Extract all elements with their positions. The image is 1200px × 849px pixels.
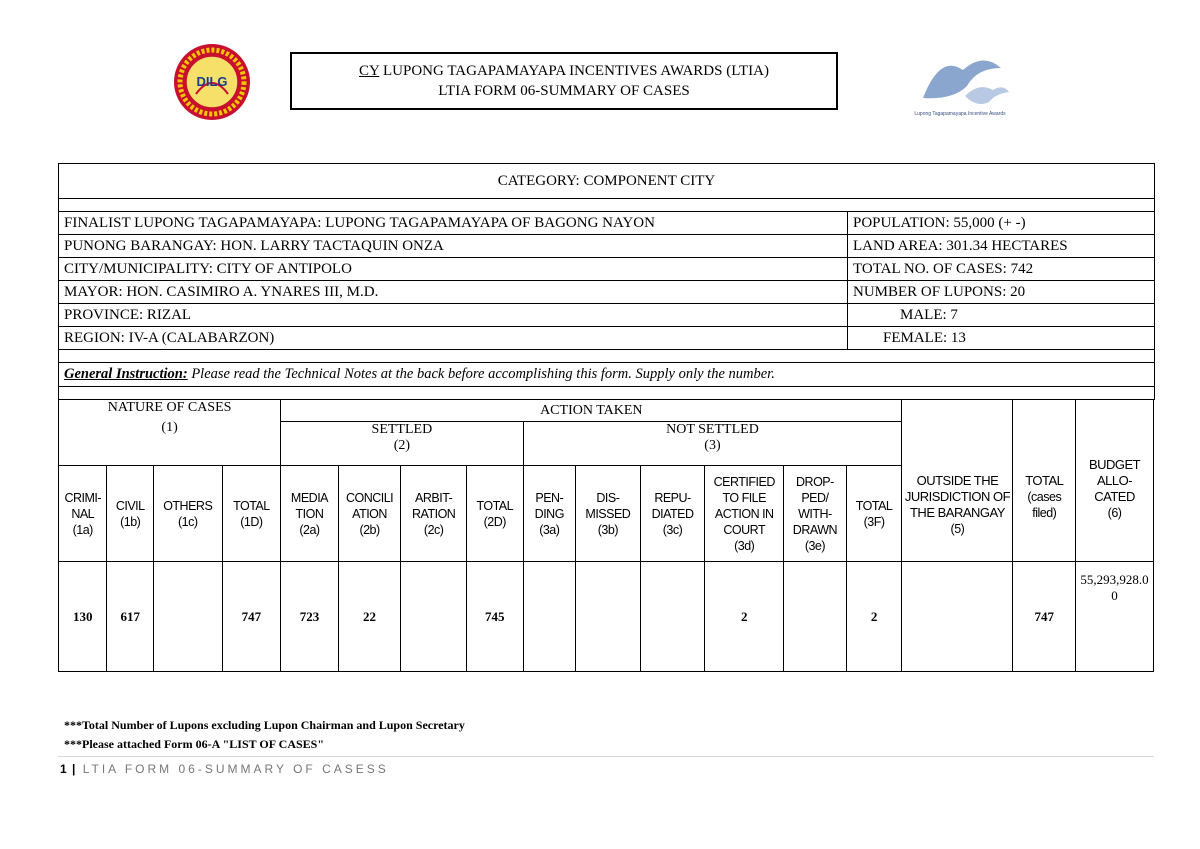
column-header-arbitration: ARBIT-RATION (2c) [401, 466, 467, 562]
value-outside-jurisdiction [902, 562, 1013, 672]
page-number: 1 | [60, 762, 77, 776]
column-header-criminal: CRIMI-NAL (1a) [59, 466, 107, 562]
ltia-logo [905, 48, 1015, 120]
footer-divider [58, 756, 1154, 757]
column-header-total-1d: TOTAL (1D) [222, 466, 281, 562]
total-cases-filed-header: TOTAL (cases filed) [1013, 400, 1076, 562]
nature-of-cases-header: NATURE OF CASES (1) [59, 400, 281, 466]
page-footer [60, 762, 389, 776]
value-conciliation: 22 [338, 562, 401, 672]
value-mediation: 723 [281, 562, 339, 672]
column-header-pending: PEN-DING (3a) [523, 466, 576, 562]
value-pending [523, 562, 576, 672]
city-field: CITY/MUNICIPALITY: CITY OF ANTIPOLO [59, 258, 848, 281]
column-header-dismissed: DIS-MISSED (3b) [576, 466, 641, 562]
column-header-total-2d: TOTAL (2D) [467, 466, 524, 562]
settled-header: SETTLED (2) [281, 422, 523, 466]
province-field: PROVINCE: RIZAL [59, 304, 848, 327]
column-header-mediation: MEDIA TION (2a) [281, 466, 339, 562]
blank-row [59, 350, 1155, 363]
column-header-total-3f: TOTAL (3F) [846, 466, 902, 562]
mayor-field: MAYOR: HON. CASIMIRO A. YNARES III, M.D. [59, 281, 848, 304]
footnote-attachment: ***Please attached Form 06-A "LIST OF CASES" [64, 737, 324, 751]
dilg-logo [172, 42, 252, 122]
blank-row [59, 387, 1155, 400]
punong-barangay-field: PUNONG BARANGAY: HON. LARRY TACTAQUIN ONZA [59, 235, 848, 258]
column-header-certified: CERTIFIED TO FILE ACTION IN COURT (3d) [705, 466, 784, 562]
column-header-repudiated: REPU-DIATED (3c) [640, 466, 705, 562]
value-repudiated [640, 562, 705, 672]
value-civil: 617 [107, 562, 153, 672]
population-field: POPULATION: 55,000 (+ -) [848, 212, 1155, 235]
action-taken-header: ACTION TAKEN [281, 400, 902, 422]
value-dismissed [576, 562, 641, 672]
general-instruction: General Instruction: Please read the Technical Notes at the back before accomplishing this form. Supply only the number. [59, 363, 1155, 387]
form-title: CY LUPONG TAGAPAMAYAPA INCENTIVES AWARDS (LTIA) [358, 63, 770, 79]
region-field: REGION: IV-A (CALABARZON) [59, 327, 848, 350]
category-title: CATEGORY: COMPONENT CITY [59, 164, 1155, 199]
value-criminal: 130 [59, 562, 107, 672]
form-title-box [290, 52, 838, 110]
form-table [58, 163, 1154, 672]
budget-allocated-header: BUDGET ALLO-CATED (6) [1076, 400, 1154, 562]
footnote-lupons: ***Total Number of Lupons excluding Lupon Chairman and Lupon Secretary [64, 718, 465, 732]
male-field: MALE: 7 [848, 304, 1155, 327]
value-certified: 2 [705, 562, 784, 672]
number-of-lupons-field: NUMBER OF LUPONS: 20 [848, 281, 1155, 304]
value-others [153, 562, 222, 672]
value-dropped [784, 562, 847, 672]
female-field: FEMALE: 13 [848, 327, 1155, 350]
value-total-1d: 747 [222, 562, 281, 672]
column-header-civil: CIVIL (1b) [107, 466, 153, 562]
column-header-conciliation: CONCILI ATION (2b) [338, 466, 401, 562]
footer-text: LTIA FORM 06-SUMMARY OF CASESS [76, 762, 389, 776]
value-total-filed: 747 [1013, 562, 1076, 672]
value-budget: 55,293,928.00 [1076, 562, 1154, 672]
value-arbitration [401, 562, 467, 672]
value-total-3f: 2 [846, 562, 902, 672]
footnotes [64, 716, 465, 754]
land-area-field: LAND AREA: 301.34 HECTARES [848, 235, 1155, 258]
finalist-field: FINALIST LUPONG TAGAPAMAYAPA: LUPONG TAGAPAMAYAPA OF BAGONG NAYON [59, 212, 848, 235]
svg-text:DILG: DILG [196, 74, 228, 89]
not-settled-header: NOT SETTLED (3) [523, 422, 902, 466]
svg-text:Lupong Tagapamayapa Incentive: Lupong Tagapamayapa Incentive Awards [914, 111, 1006, 117]
column-header-dropped: DROP-PED/ WITH-DRAWN (3e) [784, 466, 847, 562]
blank-row [59, 199, 1155, 212]
column-header-others: OTHERS (1c) [153, 466, 222, 562]
form-subtitle: LTIA FORM 06-SUMMARY OF CASES [438, 83, 690, 99]
outside-jurisdiction-header: OUTSIDE THE JURISDICTION OF THE BARANGAY (5) [902, 400, 1013, 562]
total-cases-field: TOTAL NO. OF CASES: 742 [848, 258, 1155, 281]
value-total-2d: 745 [467, 562, 524, 672]
